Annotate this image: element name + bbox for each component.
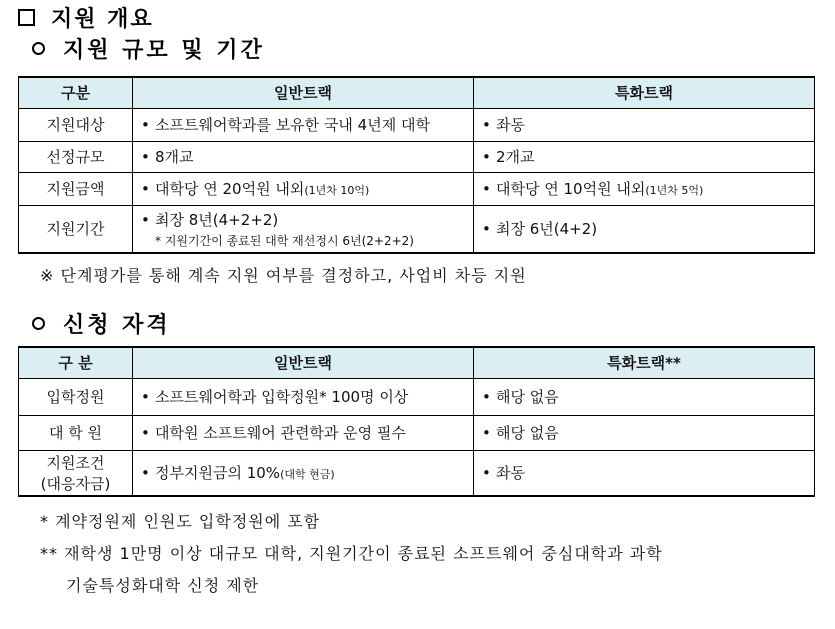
header-special: 특화트랙 <box>474 77 815 108</box>
section2-note-1: * 계약정원제 인원도 입학정원에 포함 <box>40 512 321 531</box>
row-category: 입학정원 <box>19 378 133 415</box>
section2-title: 신청 자격 <box>63 312 171 338</box>
header-category: 구 분 <box>19 347 133 378</box>
circle-bullet-icon <box>32 42 45 55</box>
row-general: • 대학당 연 20억원 내외(1년차 10억) <box>133 172 474 205</box>
main-title: 지원 개요 <box>51 6 154 32</box>
row-special: • 해당 없음 <box>474 415 815 450</box>
row-category: 선정규모 <box>19 141 133 172</box>
table-row <box>19 141 815 172</box>
support-scale-table <box>18 76 815 254</box>
row-special: • 해당 없음 <box>474 378 815 415</box>
section2-heading <box>32 306 171 340</box>
table-row <box>19 108 815 141</box>
table-row <box>19 378 815 415</box>
row-general: • 최장 8년(4+2+2) * 지원기간이 종료된 대학 재선정시 6년(2+2+2) <box>133 205 474 253</box>
row-general: • 8개교 <box>133 141 474 172</box>
table-row <box>19 205 815 253</box>
header-special: 특화트랙** <box>474 347 815 378</box>
eligibility-table <box>18 346 815 497</box>
row-general: • 소프트웨어학과 입학정원* 100명 이상 <box>133 378 474 415</box>
row-general: • 소프트웨어학과를 보유한 국내 4년제 대학 <box>133 108 474 141</box>
table-header-row <box>19 77 815 108</box>
checkbox-icon <box>18 9 35 26</box>
row-special: • 대학당 연 10억원 내외(1년차 5억) <box>474 172 815 205</box>
section1-title: 지원 규모 및 기간 <box>63 37 265 63</box>
row-special: • 좌동 <box>474 450 815 496</box>
row-category: 지원대상 <box>19 108 133 141</box>
table-row <box>19 415 815 450</box>
table-row <box>19 450 815 496</box>
section2-note-2-line1: ** 재학생 1만명 이상 대규모 대학, 지원기간이 종료된 소프트웨어 중심대학과 과학 <box>40 544 663 563</box>
header-general: 일반트랙 <box>133 347 474 378</box>
row-general: • 대학원 소프트웨어 관련학과 운영 필수 <box>133 415 474 450</box>
row-category: 지원기간 <box>19 205 133 253</box>
header-category: 구분 <box>19 77 133 108</box>
row-special: • 2개교 <box>474 141 815 172</box>
section2-note-2-line2: 기술특성화대학 신청 제한 <box>66 576 260 595</box>
section1-footnote: ※ 단계평가를 통해 계속 지원 여부를 결정하고, 사업비 차등 지원 <box>40 266 527 285</box>
row-general: • 정부지원금의 10%(대학 현금) <box>133 450 474 496</box>
circle-bullet-icon <box>32 317 45 330</box>
header-general: 일반트랙 <box>133 77 474 108</box>
row-category: 대 학 원 <box>19 415 133 450</box>
section1-heading <box>32 31 265 65</box>
main-heading <box>18 2 154 32</box>
row-special: • 최장 6년(4+2) <box>474 205 815 253</box>
table-row <box>19 172 815 205</box>
row-category: 지원조건 (대응자금) <box>19 450 133 496</box>
row-special: • 좌동 <box>474 108 815 141</box>
table-header-row <box>19 347 815 378</box>
row-category: 지원금액 <box>19 172 133 205</box>
